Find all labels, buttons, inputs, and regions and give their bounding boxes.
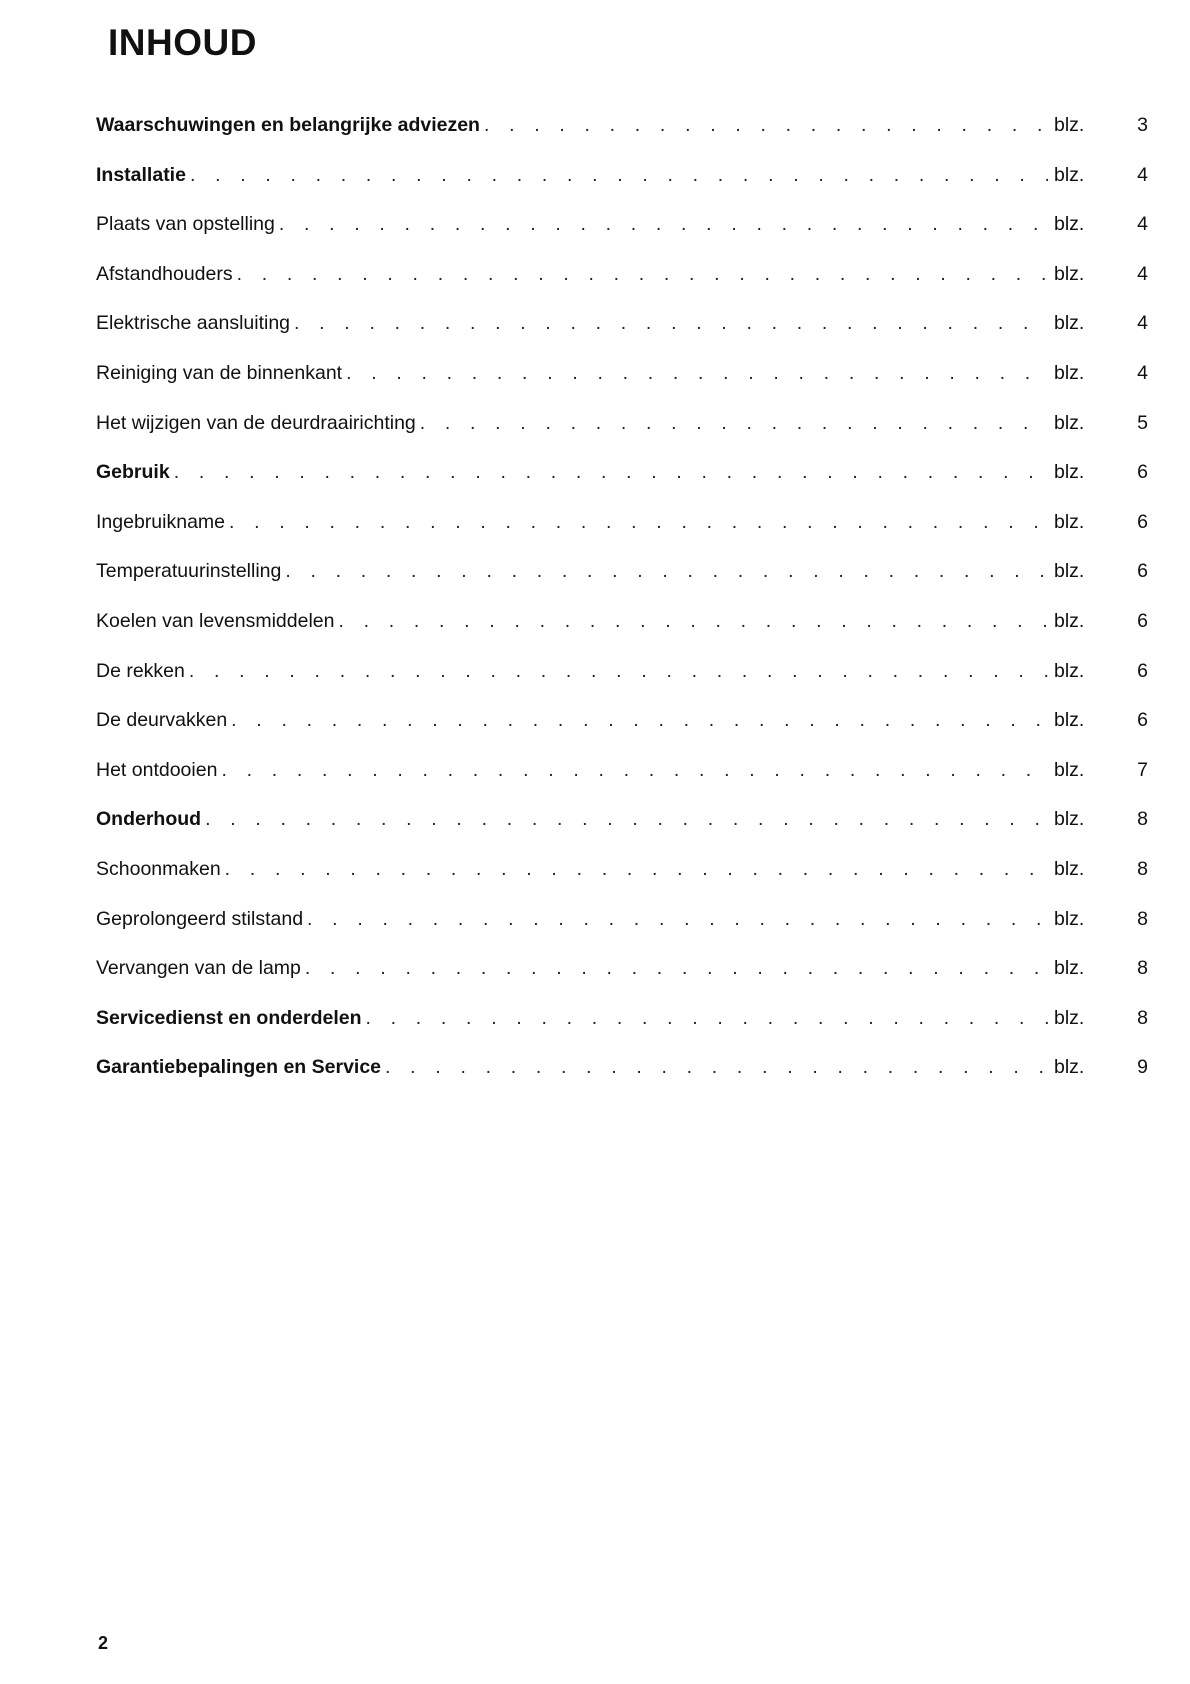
toc-entry-title: Garantiebepalingen en Service bbox=[96, 1056, 382, 1079]
dot-leader bbox=[339, 612, 1049, 632]
toc-entry-page-number: 6 bbox=[1137, 609, 1148, 632]
page-title: INHOUD bbox=[108, 22, 257, 63]
toc-entry-title: Vervangen van de lamp bbox=[96, 957, 301, 980]
toc-entry-title: Afstandhouders bbox=[96, 262, 233, 285]
toc-entry-title: Installatie bbox=[96, 163, 186, 186]
toc-entry-page-number: 4 bbox=[1137, 262, 1148, 285]
toc-entry-page-ref: blz. bbox=[1054, 411, 1085, 434]
dot-leader bbox=[174, 463, 1048, 483]
dot-leader bbox=[225, 860, 1048, 880]
toc-entry-page-number: 6 bbox=[1137, 461, 1148, 484]
toc-entry-page-ref: blz. bbox=[1054, 957, 1085, 980]
toc-entry bbox=[96, 711, 1148, 761]
toc-entry bbox=[96, 262, 1148, 315]
toc-entry bbox=[96, 907, 1148, 960]
toc-entry-page-ref: blz. bbox=[1054, 857, 1085, 880]
toc-entry bbox=[96, 1058, 1148, 1108]
dot-leader bbox=[205, 810, 1048, 830]
dot-leader bbox=[307, 910, 1048, 930]
toc-entry-page-number: 4 bbox=[1137, 213, 1148, 236]
toc-entry-page-ref: blz. bbox=[1054, 808, 1085, 831]
toc-entry-page-ref: blz. bbox=[1054, 907, 1085, 930]
dot-leader bbox=[190, 166, 1048, 186]
toc-entry bbox=[96, 659, 1148, 712]
toc-entry-title: Servicedienst en onderdelen bbox=[96, 1006, 362, 1029]
toc-entry-title: Temperatuurinstelling bbox=[96, 560, 282, 583]
toc-entry-page-ref: blz. bbox=[1054, 758, 1085, 781]
toc-entry-title: Reiniging van de binnenkant bbox=[96, 361, 343, 384]
toc-entry-page-number: 6 bbox=[1137, 659, 1148, 682]
dot-leader bbox=[420, 414, 1048, 434]
toc-entry-page-ref: blz. bbox=[1054, 262, 1085, 285]
toc-entry-page-number: 9 bbox=[1137, 1056, 1148, 1079]
toc-entry bbox=[96, 1006, 1148, 1059]
toc-entry-title: Onderhoud bbox=[96, 808, 202, 831]
toc-entry bbox=[96, 116, 1148, 166]
toc-entry bbox=[96, 609, 1148, 662]
toc-entry-page-number: 8 bbox=[1137, 907, 1148, 930]
toc-entry bbox=[96, 758, 1148, 811]
toc-entry-title: Het ontdooien bbox=[96, 758, 218, 781]
toc-entry-page-number: 4 bbox=[1137, 312, 1148, 335]
dot-leader bbox=[385, 1058, 1048, 1078]
toc-entry-page-ref: blz. bbox=[1054, 114, 1085, 136]
toc-entry-page-ref: blz. bbox=[1054, 361, 1085, 384]
page-number: 2 bbox=[98, 1633, 109, 1653]
toc-entry-page-number: 8 bbox=[1137, 808, 1148, 831]
toc-entry-title: Elektrische aansluiting bbox=[96, 312, 291, 335]
toc-entry-page-ref: blz. bbox=[1054, 312, 1085, 335]
toc-entry-page-number: 6 bbox=[1137, 709, 1148, 732]
toc-entry-title: Koelen van levensmiddelen bbox=[96, 609, 335, 632]
toc-entry-page-ref: blz. bbox=[1054, 213, 1085, 236]
toc-entry-title: Geprolongeerd stilstand bbox=[96, 907, 304, 930]
toc-entry-page-ref: blz. bbox=[1054, 560, 1085, 583]
dot-leader bbox=[279, 215, 1048, 235]
toc-entry-page-number: 8 bbox=[1137, 957, 1148, 980]
toc-entry-page-ref: blz. bbox=[1054, 1006, 1085, 1029]
toc-entry-title: Gebruik bbox=[96, 461, 170, 484]
toc-entry bbox=[96, 810, 1148, 860]
toc-entry-page-ref: blz. bbox=[1054, 609, 1085, 632]
toc-entry bbox=[96, 959, 1148, 1009]
toc-entry-page-ref: blz. bbox=[1054, 510, 1085, 533]
toc-entry-title: Plaats van opstelling bbox=[96, 213, 275, 236]
toc-entry bbox=[96, 163, 1148, 216]
dot-leader bbox=[366, 1009, 1048, 1029]
toc-entry-title: De rekken bbox=[96, 659, 185, 682]
toc-entry-page-ref: blz. bbox=[1054, 163, 1085, 186]
dot-leader bbox=[237, 265, 1048, 285]
toc-entry-page-ref: blz. bbox=[1054, 1056, 1085, 1079]
dot-leader bbox=[294, 314, 1048, 334]
toc-entry-page-number: 4 bbox=[1137, 163, 1148, 186]
dot-leader bbox=[231, 711, 1048, 731]
toc-entry-page-number: 6 bbox=[1137, 560, 1148, 583]
toc-entry-page-number: 8 bbox=[1137, 857, 1148, 880]
toc-entry-title: Het wijzigen van de deurdraairichting bbox=[96, 411, 416, 434]
toc-entry bbox=[96, 411, 1148, 464]
toc-entry bbox=[96, 314, 1148, 364]
toc-entry-page-number: 6 bbox=[1137, 510, 1148, 533]
toc-entry bbox=[96, 361, 1148, 414]
toc-entry bbox=[96, 562, 1148, 612]
dot-leader bbox=[285, 562, 1048, 582]
dot-leader bbox=[484, 116, 1048, 136]
dot-leader bbox=[189, 662, 1048, 682]
toc-entry-page-ref: blz. bbox=[1054, 709, 1085, 732]
dot-leader bbox=[346, 364, 1048, 384]
toc-entry-page-ref: blz. bbox=[1054, 461, 1085, 484]
toc-entry bbox=[96, 510, 1148, 563]
toc-entry-title: Schoonmaken bbox=[96, 857, 221, 880]
dot-leader bbox=[221, 761, 1048, 781]
dot-leader bbox=[229, 513, 1048, 533]
toc-entry-page-number: 5 bbox=[1137, 411, 1148, 434]
toc-entry-page-ref: blz. bbox=[1054, 659, 1085, 682]
toc-entry-page-number: 4 bbox=[1137, 361, 1148, 384]
toc-entry-title: Ingebruikname bbox=[96, 510, 225, 533]
toc-entry-title: Waarschuwingen en belangrijke adviezen bbox=[96, 114, 480, 136]
toc-entry bbox=[96, 463, 1148, 513]
toc-entry-page-number: 3 bbox=[1137, 114, 1148, 136]
toc-entry-page-number: 8 bbox=[1137, 1006, 1148, 1029]
toc-entry-title: De deurvakken bbox=[96, 709, 228, 732]
toc-entry bbox=[96, 215, 1148, 265]
toc-entry bbox=[96, 857, 1148, 910]
toc-entry-page-number: 7 bbox=[1137, 758, 1148, 781]
table-of-contents bbox=[96, 116, 1148, 1108]
dot-leader bbox=[305, 959, 1048, 979]
